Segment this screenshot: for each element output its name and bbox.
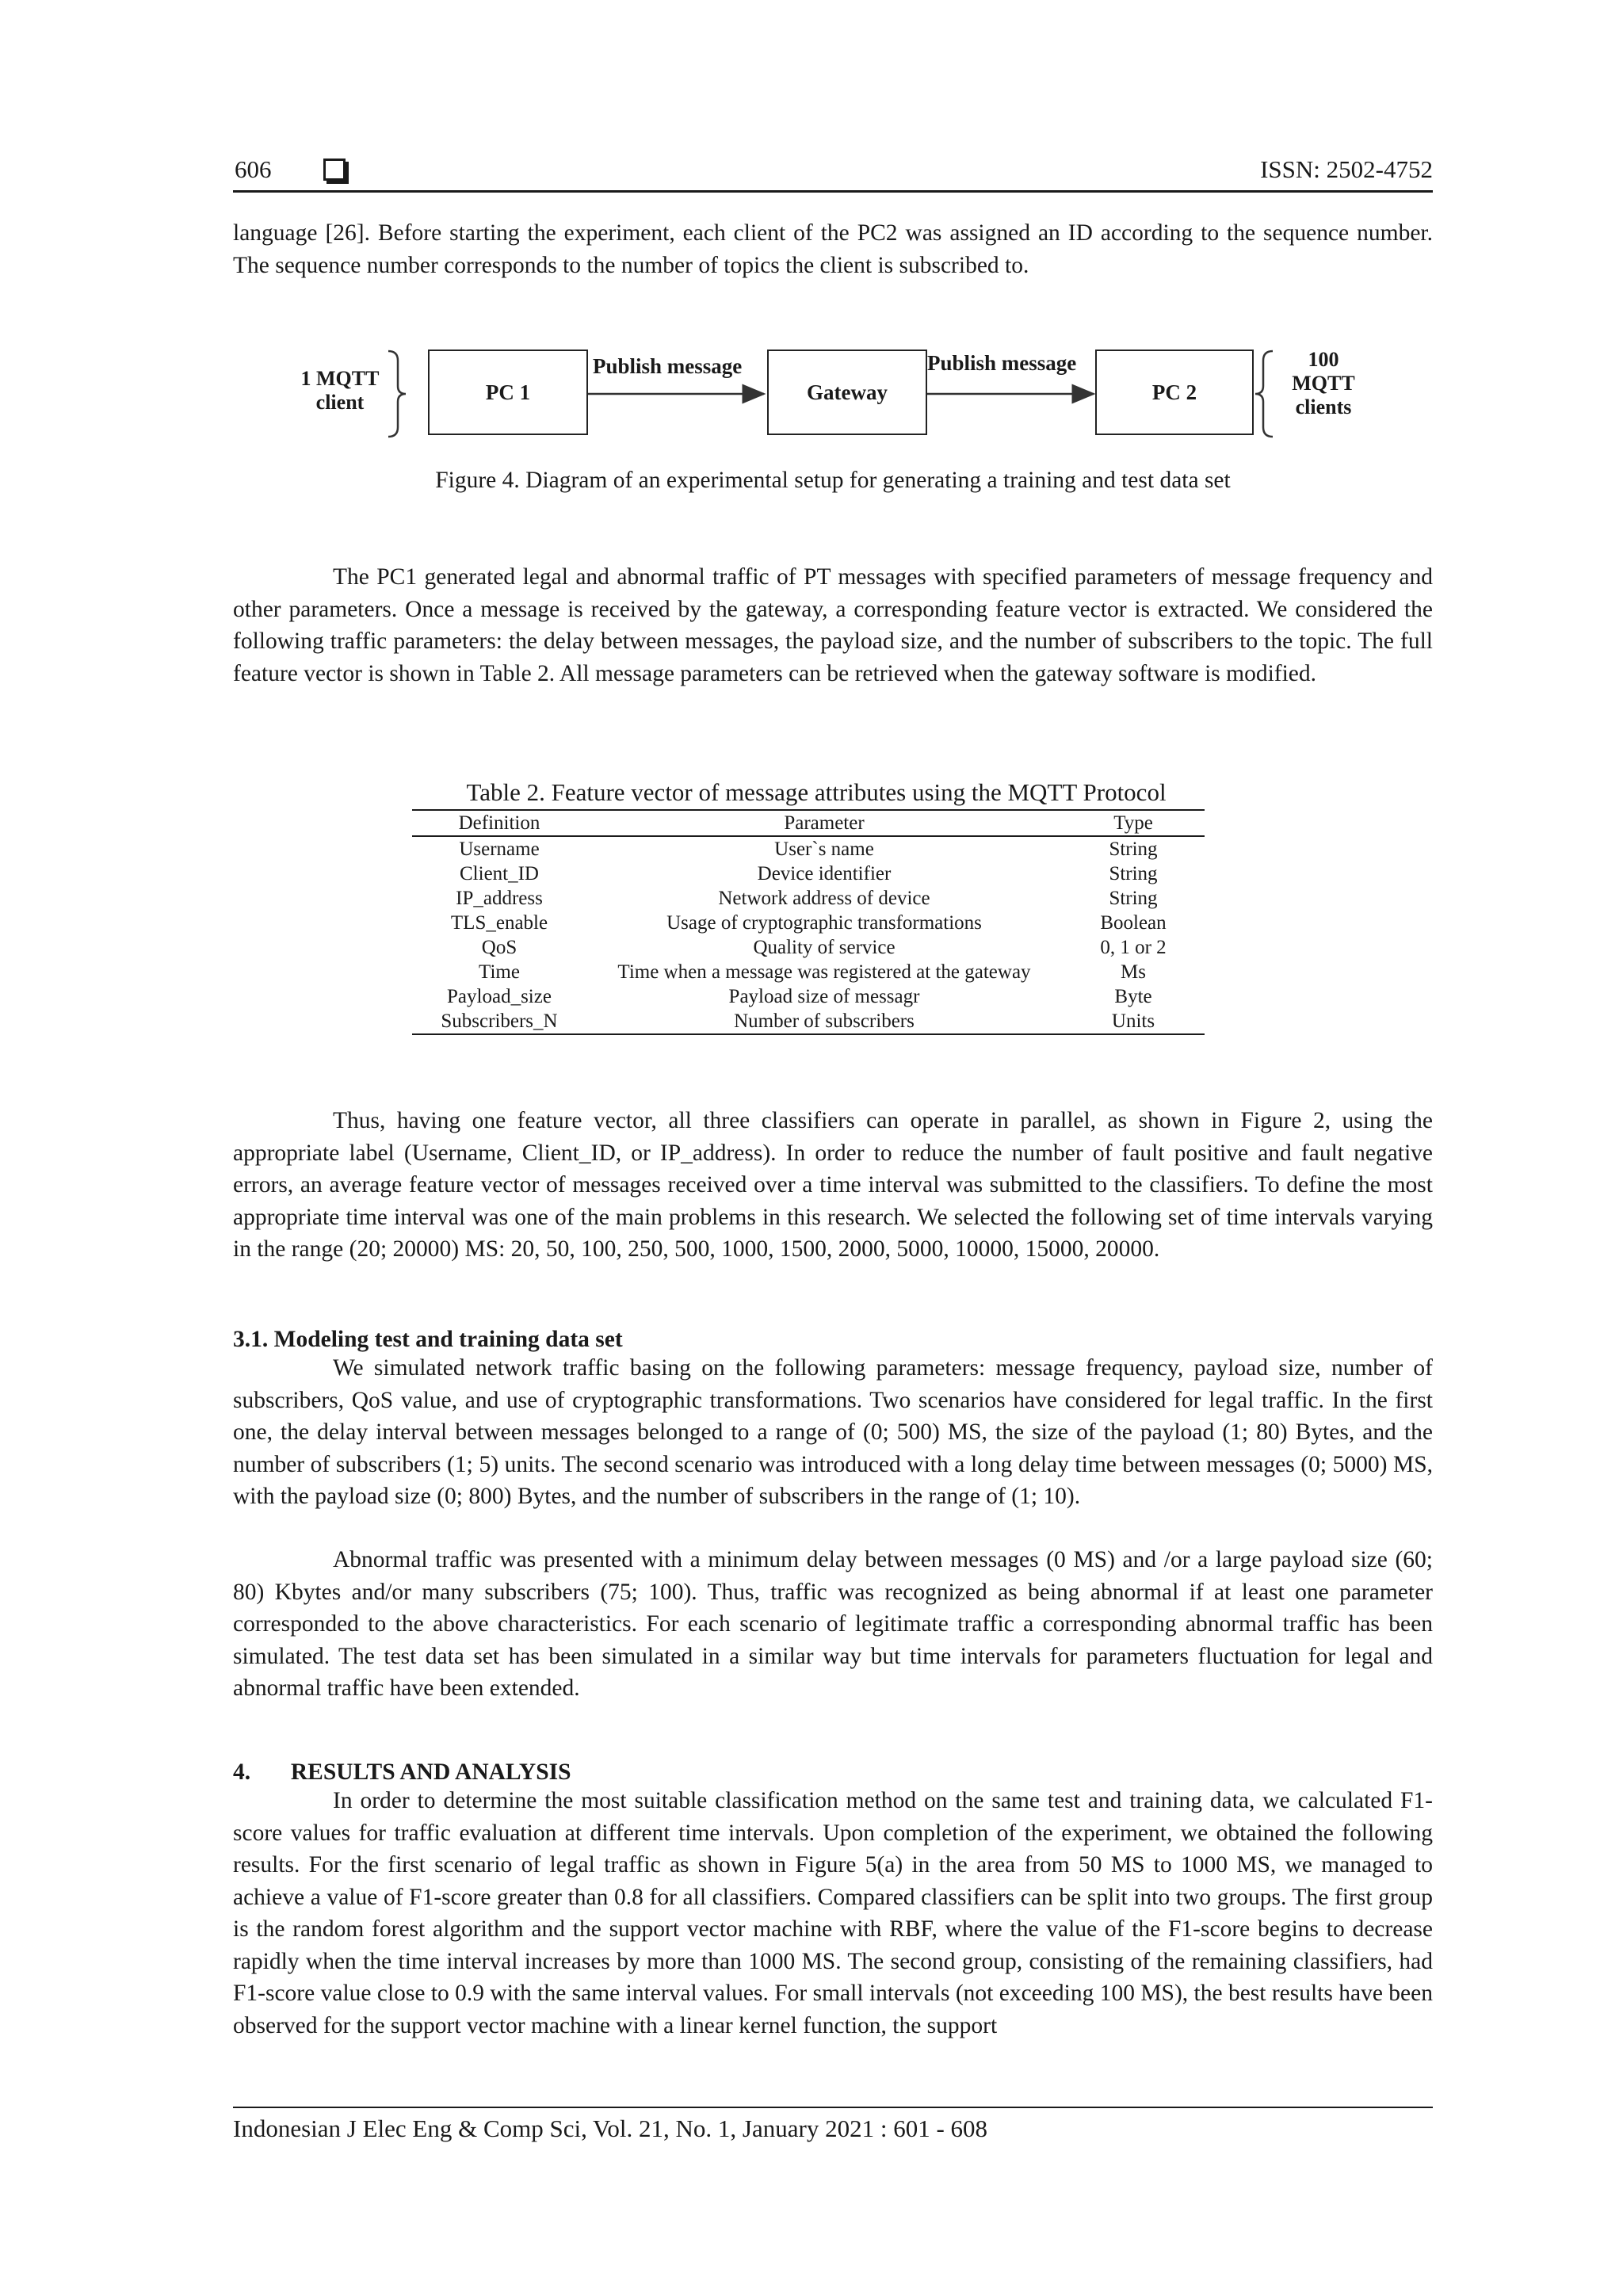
cell: Subscribers_N (412, 1009, 586, 1034)
right-label-line1: 100 (1308, 348, 1339, 371)
section-4-heading (233, 1759, 571, 1786)
table-row (412, 861, 1205, 886)
left-label-line1: 1 MQTT (300, 367, 380, 390)
right-label-line2: MQTT (1292, 372, 1355, 395)
paragraph-thus: Thus, having one feature vector, all three classifiers can operate in parallel, as shown in Figure 2, using the appropriate label (Username, Client_ID, or IP_address). In order to reduce the number of fault positive and fault negative errors, an average feature vector of messages received over a time interval was submitted to the classifiers. To define the most appropriate time interval was one of the main problems in this research. We selected the following set of time intervals varying in the range (20; 20000) MS: 20, 50, 100, 250, 500, 1000, 1500, 2000, 5000, 10000, 15000, 20000. (233, 1108, 1433, 1262)
table-row (412, 935, 1205, 960)
cell: User`s name (774, 839, 874, 860)
col-header-definition: Definition (412, 810, 586, 836)
node-gateway: Gateway (767, 350, 927, 435)
section-4-number: 4. (233, 1759, 251, 1785)
paragraph-pc1: The PC1 generated legal and abnormal traffic of PT messages with specified parameters of message frequency and other parameters. Once a message is received by the gateway, a corresponding feature vector is extracted. We considered the following traffic parameters: the delay between messages, the payload size, and the number of subscribers to the topic. The full feature vector is shown in Table 2. All message parameters can be retrieved when the gateway software is modified. (233, 564, 1433, 686)
node-pc1: PC 1 (428, 350, 588, 435)
right-label-line3: clients (1295, 395, 1352, 418)
section-4-title: RESULTS AND ANALYSIS (290, 1759, 571, 1785)
table-row (412, 1009, 1205, 1034)
cell: Quality of service (753, 937, 896, 958)
cell: QoS (481, 937, 517, 958)
col-header-type: Type (1062, 810, 1205, 836)
cell: Device identifier (757, 863, 892, 884)
table-header-row (412, 810, 1205, 836)
left-label-line2: client (315, 391, 365, 414)
cell: String (1109, 839, 1158, 860)
issn: ISSN: 2502-4752 (1260, 155, 1433, 183)
checkbox-square-icon (323, 159, 346, 181)
section-3-1-heading: 3.1. Modeling test and training data set (233, 1327, 623, 1352)
table-row (412, 836, 1205, 861)
cell: IP_address (456, 888, 543, 909)
table-row (412, 984, 1205, 1009)
left-client-label (293, 367, 387, 415)
cell: Payload_size (447, 986, 552, 1007)
table-2-caption: Table 2. Feature vector of message attributes using the MQTT Protocol (466, 778, 1167, 806)
node-pc2: PC 2 (1095, 350, 1254, 435)
footer-rule (233, 2107, 1433, 2108)
paragraph-results: In order to determine the most suitable classification method on the same test and training data, we calculated F1-score values for traffic evaluation at different time intervals. Upon completion of the experiment, we obtained the following results. For the first scenario of legal traffic as shown in Figure 5(a) in the area from 50 MS to 1000 MS, we managed to achieve a value of F1-score greater than 0.8 for all classifiers. Compared classifiers can be split into two groups. The first group is the random forest algorithm and the support vector machine with RBF, where the value of the F1-score begins to decrease rapidly when the time interval increases by more than 1000 MS. The second group, consisting of the remaining classifiers, had F1-score value close to 0.9 with the same interval values. For small intervals (not exceeding 100 MS), the best results have been observed for the support vector machine with a linear kernel function, the support (233, 1788, 1433, 2038)
table-row (412, 886, 1205, 911)
right-clients-label (1276, 348, 1371, 419)
page-number: 606 (235, 155, 272, 183)
cell: Time when a message was registered at the gateway (617, 961, 1031, 983)
right-brace (1255, 351, 1273, 437)
cell: Boolean (1100, 912, 1167, 934)
col-header-parameter: Parameter (586, 810, 1062, 836)
paragraph-intro: language [26]. Before starting the experiment, each client of the PC2 was assigned an ID according to the sequence number. The sequence number corresponds to the number of topics the client is subscribed to. (233, 220, 1433, 278)
cell: String (1109, 888, 1158, 909)
header-rule (233, 190, 1433, 193)
cell: Byte (1114, 986, 1152, 1007)
cell: Network address of device (718, 888, 930, 909)
cell: Number of subscribers (586, 1009, 1062, 1034)
cell: Ms (1121, 961, 1146, 983)
table-2 (412, 809, 1205, 1035)
cell: TLS_enable (450, 912, 548, 934)
paragraph-simulated: We simulated network traffic basing on the following parameters: message frequency, payload size, number of subscribers, QoS value, and use of cryptographic transformations. Two scenarios have considered for legal traffic. In the first one, the delay interval between messages belonged to a range of (0; 500) MS, the size of the payload (1; 80) Bytes, and the number of subscribers (1; 5) units. The second scenario was introduced with a long delay time between messages (0; 5000) MS, with the payload size (0; 800) Bytes, and the number of subscribers in the range of (1; 10). (233, 1355, 1433, 1509)
table-row (412, 911, 1205, 935)
arrow2-label: Publish message (927, 351, 1077, 375)
running-header (235, 155, 1433, 195)
cell: Time (479, 961, 520, 983)
paragraph-abnormal: Abnormal traffic was presented with a minimum delay between messages (0 MS) and /or a large payload size (60; 80) Kbytes and/or many subscribers (75; 100). Thus, traffic was recognized as being abnormal if at least one parameter corresponded to the above characteristics. For each scenario of legitimate traffic a corresponding abnormal traffic has been simulated. The test data set has been simulated in a similar way but time intervals for parameters fluctuation for legal and abnormal traffic have been extended. (233, 1547, 1433, 1701)
footer-citation: Indonesian J Elec Eng & Comp Sci, Vol. 21, No. 1, January 2021 : 601 - 608 (233, 2115, 988, 2142)
cell: Units (1062, 1009, 1205, 1034)
left-brace (388, 351, 406, 437)
figure-4-caption: Figure 4. Diagram of an experimental setup for generating a training and test data set (435, 468, 1231, 493)
cell: 0, 1 or 2 (1100, 937, 1167, 958)
table-row (412, 960, 1205, 984)
cell: String (1109, 863, 1158, 884)
cell: Username (459, 839, 540, 860)
arrow1-label: Publish message (593, 354, 743, 378)
cell: Usage of cryptographic transformations (666, 912, 982, 934)
figure-4-diagram (293, 337, 1371, 440)
cell: Client_ID (460, 863, 539, 884)
cell: Payload size of messagr (728, 986, 920, 1007)
